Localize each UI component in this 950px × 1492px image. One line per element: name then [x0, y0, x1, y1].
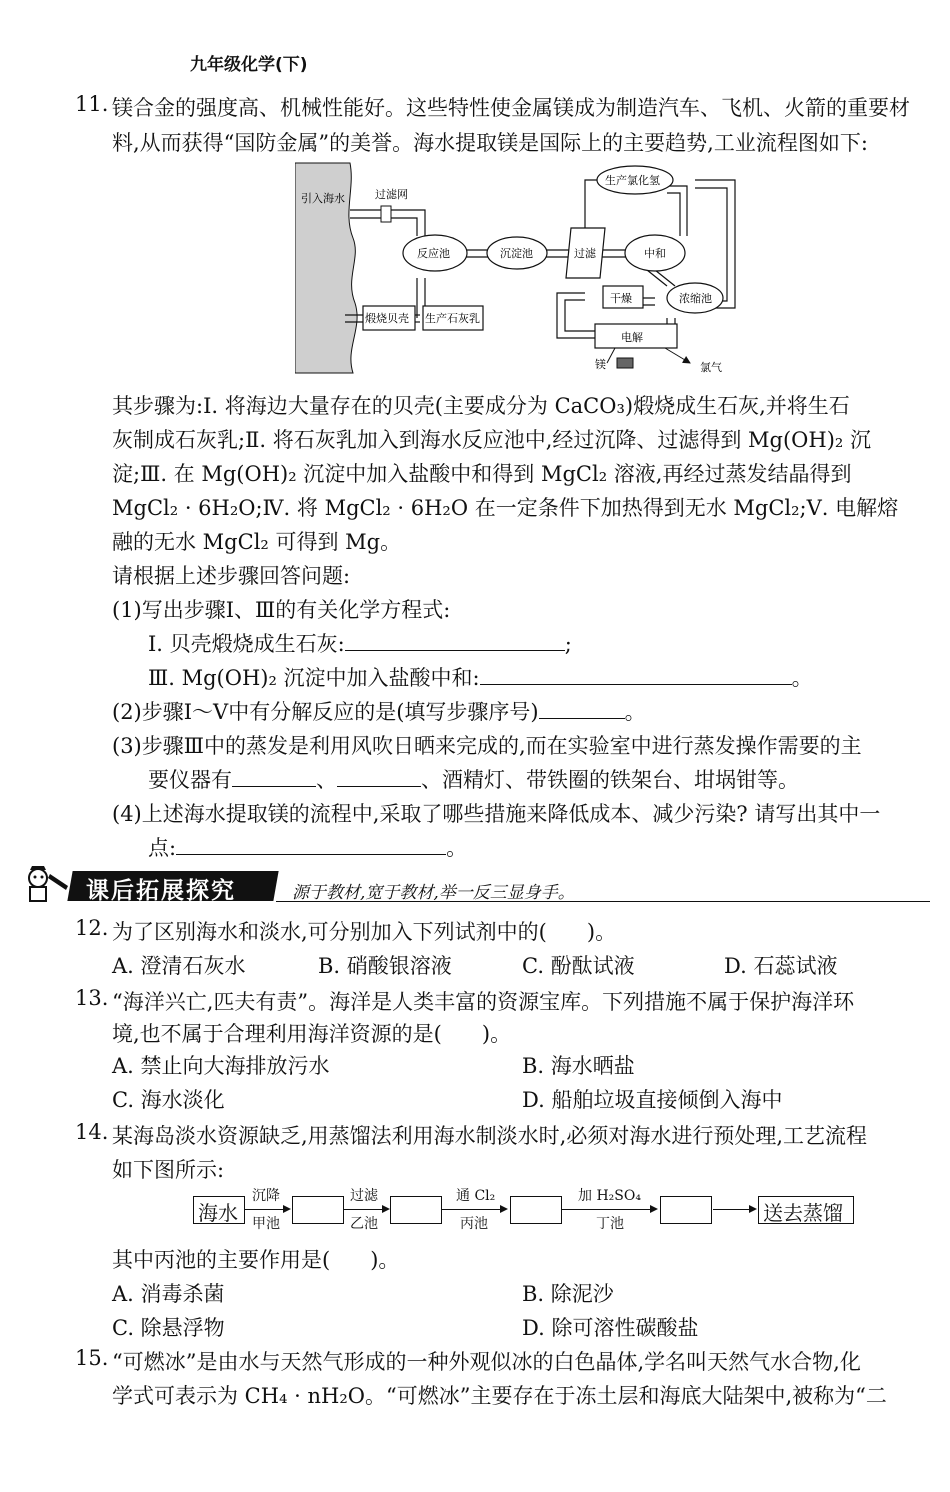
flow-box-2 [390, 1196, 442, 1224]
q11-steps-1: 其步骤为:Ⅰ. 将海边大量存在的贝壳(主要成分为 CaCO₃)煅烧成生石灰,并将生石 [112, 394, 850, 418]
flow-arrow-1 [245, 1209, 289, 1210]
q13-option-d[interactable]: D. 船舶垃圾直接倾倒入海中 [522, 1088, 783, 1112]
q11-steps-5: 融的无水 MgCl₂ 可得到 Mg。 [112, 530, 402, 554]
answer-blank[interactable] [337, 768, 421, 787]
q11-part-1b: Ⅲ. Mg(OH)₂ 沉淀中加入盐酸中和: 。 [148, 666, 813, 690]
answer-blank[interactable] [539, 700, 625, 719]
q14-option-d[interactable]: D. 除可溶性碳酸盐 [522, 1316, 699, 1340]
magnesium-flow-diagram [295, 158, 770, 378]
q15-number: 15. [75, 1346, 109, 1370]
q11-steps-4: MgCl₂ · 6H₂O;Ⅳ. 将 MgCl₂ · 6H₂O 在一定条件下加热得到无水 MgCl₂;Ⅴ. 电解熔 [112, 496, 899, 520]
q15-line-2: 学式可表示为 CH₄ · nH₂O。“可燃冰”主要存在于冻土层和海底大陆架中,被称为“二 [112, 1384, 887, 1408]
answer-blank[interactable] [480, 666, 792, 685]
q11-part-1a: Ⅰ. 贝壳煅烧成生石灰: ; [148, 632, 572, 656]
electrolysis-label: 电解 [621, 331, 643, 344]
flow-a4-top: 加 H₂SO₄ [578, 1188, 641, 1204]
flow-box-4 [660, 1196, 712, 1224]
q13-option-a[interactable]: A. 禁止向大海排放污水 [112, 1054, 330, 1078]
lime-label: 生产石灰乳 [425, 312, 480, 325]
concentrate-label: 浓缩池 [679, 292, 712, 305]
q11-part-4a: (4)上述海水提取镁的流程中,采取了哪些措施来降低成本、减少污染? 请写出其中一 [112, 802, 881, 826]
q12-option-b[interactable]: B. 硝酸银溶液 [318, 954, 452, 978]
shell-label: 煅烧贝壳 [365, 312, 409, 325]
q11-steps-3: 淀;Ⅲ. 在 Mg(OH)₂ 沉淀中加入盐酸中和得到 MgCl₂ 溶液,再经过蒸发结晶得到 [112, 462, 852, 486]
flow-arrow-3 [442, 1209, 506, 1210]
q13-option-c[interactable]: C. 海水淡化 [112, 1088, 225, 1112]
hcl-label: 生产氯化氢 [605, 174, 660, 187]
flow-start-box [193, 1196, 245, 1224]
q13-line-2: 境,也不属于合理利用海洋资源的是( )。 [112, 1022, 512, 1046]
flow-box-1 [292, 1196, 344, 1224]
answer-blank[interactable] [176, 836, 446, 855]
q13-number: 13. [75, 986, 109, 1010]
q15-line-1: “可燃冰”是由水与天然气形成的一种外观似冰的白色晶体,学名叫天然气水合物,化 [112, 1350, 861, 1374]
banner-subtitle: 源于教材,宽于教材,举一反三显身手。 [292, 883, 575, 903]
q13-line-1: “海洋兴亡,匹夫有责”。海洋是人类丰富的资源宝库。下列措施不属于保护海洋环 [112, 990, 855, 1014]
flow-a1-bot: 甲池 [252, 1216, 280, 1232]
q12-option-d[interactable]: D. 石蕊试液 [724, 954, 838, 978]
flow-a3-bot: 丙池 [460, 1216, 488, 1232]
flow-end-label: 送去蒸馏 [763, 1201, 843, 1225]
flow-a2-bot: 乙池 [350, 1216, 378, 1232]
q14-option-b[interactable]: B. 除泥沙 [522, 1282, 614, 1306]
q11-number: 11. [75, 92, 109, 116]
neutralize-label: 中和 [644, 247, 666, 260]
flow-arrow-5 [713, 1209, 755, 1210]
q11-part-3b: 要仪器有 、 、酒精灯、带铁圈的铁架台、坩埚钳等。 [148, 768, 799, 792]
q11-steps-2: 灰制成石灰乳;Ⅱ. 将石灰乳加入到海水反应池中,经过沉降、过滤得到 Mg(OH)₂ 沉 [112, 428, 872, 452]
q12-option-a[interactable]: A. 澄清石灰水 [112, 954, 246, 978]
q14-line-1: 某海岛淡水资源缺乏,用蒸馏法利用海水制淡水时,必须对海水进行预处理,工艺流程 [112, 1124, 868, 1148]
q11-part-2: (2)步骤Ⅰ～Ⅴ中有分解反应的是(填写步骤序号) 。 [112, 700, 646, 724]
q12-number: 12. [75, 916, 109, 940]
page-header: 九年级化学(下) [190, 55, 308, 75]
magnesium-label: 镁 [595, 358, 606, 371]
q12-stem: 为了区别海水和淡水,可分别加入下列试剂中的( )。 [112, 920, 617, 944]
q14-option-c[interactable]: C. 除悬浮物 [112, 1316, 225, 1340]
q11-ask: 请根据上述步骤回答问题: [112, 564, 351, 588]
answer-blank[interactable] [345, 632, 565, 651]
filter-label: 过滤 [574, 247, 596, 260]
q12-option-c[interactable]: C. 酚酞试液 [522, 954, 635, 978]
q14-ask: 其中丙池的主要作用是( )。 [112, 1248, 400, 1272]
settle-tank-label: 沉淀池 [500, 247, 533, 260]
explorer-icon [22, 866, 72, 906]
q14-option-a[interactable]: A. 消毒杀菌 [112, 1282, 225, 1306]
answer-blank[interactable] [232, 768, 316, 787]
q11-part-1: (1)写出步骤Ⅰ、Ⅲ的有关化学方程式: [112, 598, 451, 622]
flow-a2-top: 过滤 [350, 1188, 378, 1204]
banner-rule [276, 901, 930, 902]
q13-option-b[interactable]: B. 海水晒盐 [522, 1054, 635, 1078]
flow-arrow-2 [344, 1209, 388, 1210]
sea-label: 引入海水 [301, 192, 345, 205]
q11-part-4b: 点: 。 [148, 836, 468, 860]
flow-box-3 [510, 1196, 562, 1224]
section-banner [22, 866, 930, 906]
flow-end-box [758, 1196, 854, 1224]
flow-arrow-4 [562, 1209, 656, 1210]
q14-line-2: 如下图所示: [112, 1158, 225, 1182]
chlorine-label: 氯气 [700, 361, 722, 374]
q11-line-2: 料,从而获得“国防金属”的美誉。海水提取镁是国际上的主要趋势,工业流程图如下: [112, 131, 868, 155]
q14-number: 14. [75, 1120, 109, 1144]
flow-a1-top: 沉降 [252, 1188, 280, 1204]
q11-line-1: 镁合金的强度高、机械性能好。这些特性使金属镁成为制造汽车、飞机、火箭的重要材 [112, 96, 910, 120]
dry-label: 干燥 [610, 292, 632, 305]
flow-a4-bot: 丁池 [596, 1216, 624, 1232]
reaction-tank-label: 反应池 [417, 247, 450, 260]
q11-part-3a: (3)步骤Ⅲ中的蒸发是利用风吹日晒来完成的,而在实验室中进行蒸发操作需要的主 [112, 734, 862, 758]
filter-net-label: 过滤网 [375, 188, 408, 201]
flow-a3-top: 通 Cl₂ [456, 1188, 496, 1204]
flow-start-label: 海水 [198, 1201, 238, 1225]
banner-title: 课后拓展探究 [86, 878, 236, 904]
